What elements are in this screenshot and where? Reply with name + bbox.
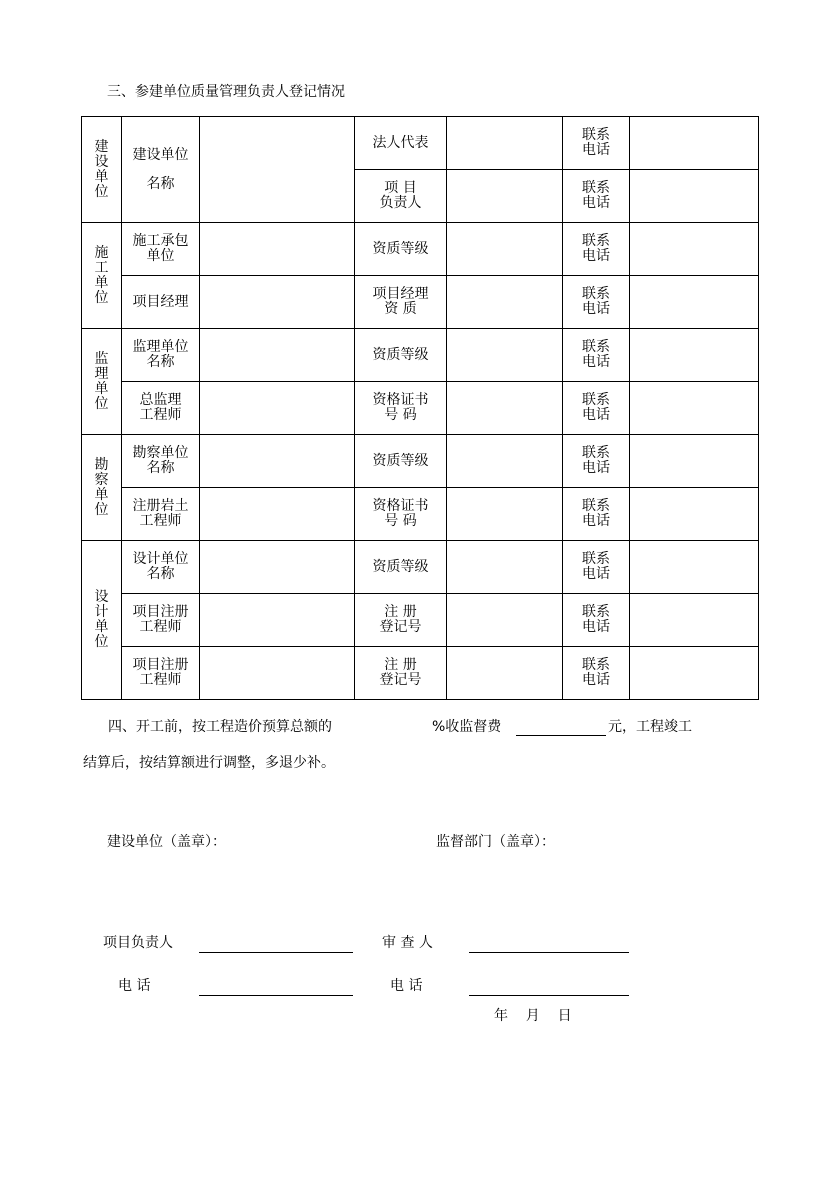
contact-phone-label: 联系 电话 [563,170,630,223]
field-label: 注 册 登记号 [355,647,447,700]
reviewer-label: 审 查 人 [382,935,433,951]
section3-title: 三、参建单位质量管理负责人登记情况 [107,84,345,100]
unit-name-label: 项目注册 工程师 [122,647,200,700]
unit-name-value[interactable] [200,435,355,488]
contact-phone-value[interactable] [630,541,759,594]
field-value[interactable] [447,382,563,435]
contact-phone-value[interactable] [630,223,759,276]
unit-name-value[interactable] [200,276,355,329]
project-leader-label: 项目负责人 [103,935,173,951]
field-value[interactable] [447,541,563,594]
supervisor-seal-label: 监督部门（盖章）： [436,834,555,850]
unit-name-value[interactable] [200,223,355,276]
reviewer-blank[interactable] [469,952,629,953]
contact-phone-label: 联系 电话 [563,329,630,382]
contact-phone-label: 联系 电话 [563,382,630,435]
contact-phone-label: 联系 电话 [563,647,630,700]
contact-phone-label: 联系 电话 [563,276,630,329]
section4-text-line2: 结算后，按结算额进行调整，多退少补。 [83,755,335,771]
unit-name-value[interactable] [200,488,355,541]
field-label: 资质等级 [355,223,447,276]
contact-phone-value[interactable] [630,382,759,435]
table-row [82,223,759,276]
table-row [82,647,759,700]
unit-name-label: 注册岩土 工程师 [122,488,200,541]
unit-name-value[interactable] [200,541,355,594]
fee-amount-blank[interactable] [516,735,606,736]
unit-name-value[interactable] [200,117,355,223]
unit-name-value[interactable] [200,329,355,382]
contact-phone-value[interactable] [630,276,759,329]
contact-phone-label: 联系 电话 [563,223,630,276]
phone-left-blank[interactable] [199,995,353,996]
field-value[interactable] [447,647,563,700]
phone-right-label: 电 话 [390,978,423,994]
field-label: 资格证书 号 码 [355,488,447,541]
field-value[interactable] [447,117,563,170]
contact-phone-value[interactable] [630,117,759,170]
unit-name-value[interactable] [200,647,355,700]
table-row [82,276,759,329]
unit-name-label: 建设单位 名称 [122,117,200,223]
field-value[interactable] [447,329,563,382]
project-leader-blank[interactable] [199,952,353,953]
table-row [82,435,759,488]
field-label: 项目经理 资 质 [355,276,447,329]
table-row [82,329,759,382]
field-value[interactable] [447,488,563,541]
field-label: 项 目 负责人 [355,170,447,223]
section4-text-part3: 元，工程竣工 [608,719,692,735]
table-row [82,541,759,594]
group-label [82,541,122,700]
date-label: 年 月 日 [494,1008,572,1024]
contact-phone-value[interactable] [630,594,759,647]
section4-text-part1: 四、开工前，按工程造价预算总额的 [108,719,332,735]
contact-phone-value[interactable] [630,170,759,223]
contact-phone-label: 联系 电话 [563,488,630,541]
field-value[interactable] [447,435,563,488]
builder-seal-label: 建设单位（盖章）： [107,834,226,850]
group-label [82,435,122,541]
contact-phone-label: 联系 电话 [563,117,630,170]
group-label-text: 施工单位 [94,244,109,306]
group-label-text: 勘察单位 [94,456,109,518]
unit-name-value[interactable] [200,594,355,647]
contact-phone-value[interactable] [630,488,759,541]
field-label: 资质等级 [355,541,447,594]
field-value[interactable] [447,170,563,223]
contact-phone-label: 联系 电话 [563,435,630,488]
group-label-text: 监理单位 [94,350,109,412]
table-row [82,382,759,435]
unit-name-label: 施工承包 单位 [122,223,200,276]
group-label [82,329,122,435]
field-label: 注 册 登记号 [355,594,447,647]
unit-name-label: 项目注册 工程师 [122,594,200,647]
table-row [82,488,759,541]
table-row [82,594,759,647]
unit-name-label: 勘察单位 名称 [122,435,200,488]
group-label-text: 建设单位 [94,138,109,200]
table-row [82,117,759,170]
contact-phone-value[interactable] [630,435,759,488]
contact-phone-value[interactable] [630,647,759,700]
contact-phone-value[interactable] [630,329,759,382]
field-label: 法人代表 [355,117,447,170]
phone-right-blank[interactable] [469,995,629,996]
section4-text-part2: %收监督费 [432,719,502,735]
field-label: 资格证书 号 码 [355,382,447,435]
phone-left-label: 电 话 [118,978,151,994]
field-value[interactable] [447,594,563,647]
unit-name-label: 监理单位 名称 [122,329,200,382]
group-label-text: 设计单位 [94,589,109,650]
unit-name-label: 设计单位 名称 [122,541,200,594]
field-label: 资质等级 [355,329,447,382]
group-label [82,223,122,329]
group-label [82,117,122,223]
contact-phone-label: 联系 电话 [563,541,630,594]
unit-name-value[interactable] [200,382,355,435]
unit-name-label: 总监理 工程师 [122,382,200,435]
field-value[interactable] [447,223,563,276]
field-label: 资质等级 [355,435,447,488]
contact-phone-label: 联系 电话 [563,594,630,647]
registration-table [81,116,759,700]
field-value[interactable] [447,276,563,329]
unit-name-label: 项目经理 [122,276,200,329]
